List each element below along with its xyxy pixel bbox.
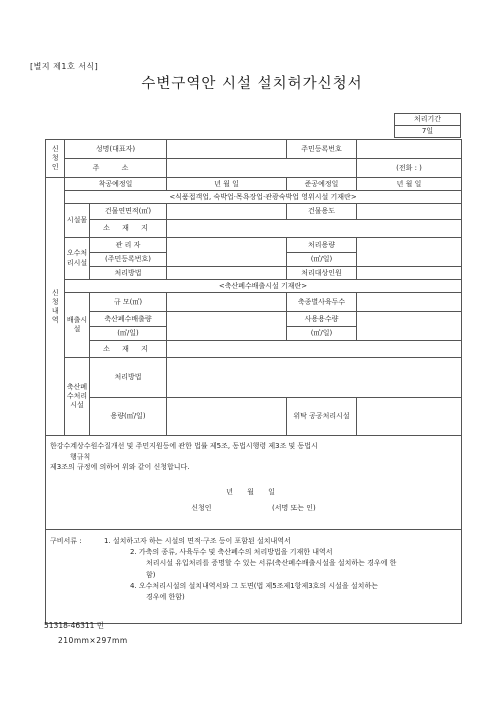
declaration-date[interactable]: 년 월 일 (226, 487, 281, 496)
documents-item-3-cont: 함) (146, 570, 156, 579)
building-use-label: 건물용도 (287, 204, 357, 220)
target-population-label: 처리대상인원 (287, 267, 357, 280)
method-label-2: 처리방법 (90, 358, 167, 398)
name-label: 성명(대표자) (65, 140, 167, 159)
livestock-count-label: 축종별사육두수 (287, 293, 357, 312)
method-label: 처리방법 (90, 267, 167, 280)
method-field-2[interactable] (167, 358, 462, 398)
public-facility-label: 위탁 공공처리시설 (287, 398, 357, 436)
documents-label: 구비서류 : (50, 537, 82, 545)
signer-label: 신청인 (191, 504, 212, 512)
applicant-section-label: 신청인 (46, 140, 65, 178)
rrn-field[interactable] (357, 140, 462, 159)
page-title: 수변구역안 시설 설치허가신청서 (141, 76, 363, 92)
form-code: 51318-46311 민 (44, 621, 105, 630)
manager-field[interactable] (167, 238, 287, 267)
livestock-count-field[interactable] (357, 293, 462, 312)
declaration-line-2: 행규칙 (70, 452, 91, 461)
documents-item-4-cont: 경우에 한함) (146, 592, 185, 601)
documents-item-3: 처리시설 유입처리를 증명할 수 있는 서류(축산폐수배출시설을 설치하는 경우에 한 (146, 559, 397, 568)
documents-item-2: 2. 가축의 종류, 사육두수 및 축산폐수의 처리방법을 기재한 내역서 (130, 548, 333, 557)
address-label: 주 소 (65, 159, 167, 178)
water-use-field[interactable] (357, 312, 462, 341)
volume-label: 용량(㎥/일) (90, 398, 167, 436)
content-section-label: 신청내역 (46, 178, 65, 436)
required-documents-block (46, 530, 462, 624)
sign-note[interactable]: (서명 또는 인) (272, 504, 316, 512)
waste-amount-label: 축산폐수배출량 (90, 312, 167, 327)
documents-item-1: 1. 설치하고자 하는 시설의 면적·구조 등이 포함된 설치내역서 (104, 537, 291, 545)
start-date-field[interactable]: 년 월 일 (167, 178, 287, 191)
location-label: 소 재 지 (90, 220, 167, 238)
name-field[interactable] (167, 140, 287, 159)
scale-label: 규 모(㎡) (90, 293, 167, 312)
facility-label: 시설물 (65, 204, 90, 238)
processing-period-box (394, 113, 461, 138)
public-facility-field[interactable] (357, 398, 462, 436)
manager-label: 관 리 자 (90, 238, 167, 253)
form-number-label: [별지 제1호 서식] (30, 62, 99, 71)
processing-period-value: 7일 (395, 126, 461, 138)
scale-field[interactable] (167, 293, 287, 312)
completion-date-field[interactable]: 년 월 일 (357, 178, 462, 191)
building-use-field[interactable] (357, 204, 462, 220)
start-date-label: 착공예정일 (65, 178, 167, 191)
method-field[interactable] (167, 267, 287, 280)
completion-date-label: 준공예정일 (287, 178, 357, 191)
target-population-field[interactable] (357, 267, 462, 280)
water-unit-label: (㎥/일) (287, 327, 357, 341)
volume-field[interactable] (167, 398, 287, 436)
livestock-section-header: <축산폐수배출시설 기재란> (65, 280, 462, 293)
waste-unit-label: (㎥/일) (90, 327, 167, 341)
location-field-2[interactable] (167, 341, 462, 358)
processing-period-label: 처리기간 (395, 114, 461, 126)
paper-size: 210mm×297mm (58, 636, 128, 645)
phone-label: (전화 : ) (357, 159, 462, 178)
location-label-2: 소 재 지 (90, 341, 167, 358)
sewage-facility-label: 오수처리시설 (65, 238, 90, 280)
floor-area-label: 건물연면적(㎡) (90, 204, 167, 220)
location-field[interactable] (167, 220, 462, 238)
capacity-unit-label: (㎥/일) (287, 253, 357, 267)
water-use-label: 사용용수량 (287, 312, 357, 327)
food-facility-section-header: <식품접객업, 숙박업·목욕장업·관광숙박업 영위시설 기재란> (65, 191, 462, 204)
livestock-treatment-label: 축산폐수처리시설 (65, 358, 90, 436)
manager-rrn-label: (주민등록번호) (90, 253, 167, 267)
rrn-label: 주민등록번호 (287, 140, 357, 159)
declaration-line-3: 제3조의 규정에 의하여 위와 같이 신청합니다. (50, 463, 190, 471)
capacity-label: 처리용량 (287, 238, 357, 253)
documents-item-4: 4. 오수처리시설의 설치내역서와 그 도면(법 제5조제1항제3호의 시설을 설치하는 (130, 581, 378, 590)
signature-line (50, 503, 457, 514)
address-field[interactable] (167, 159, 357, 178)
discharge-facility-label: 배출시설 (65, 293, 90, 358)
declaration-line-1: 한강수계상수원수질개선 및 주민지원등에 관한 법률 제5조, 동법시행령 제3조 및 동법시 (50, 442, 318, 450)
capacity-field[interactable] (357, 238, 462, 267)
application-form-table (45, 139, 462, 624)
declaration-block (46, 436, 462, 530)
waste-amount-field[interactable] (167, 312, 287, 341)
floor-area-field[interactable] (167, 204, 287, 220)
